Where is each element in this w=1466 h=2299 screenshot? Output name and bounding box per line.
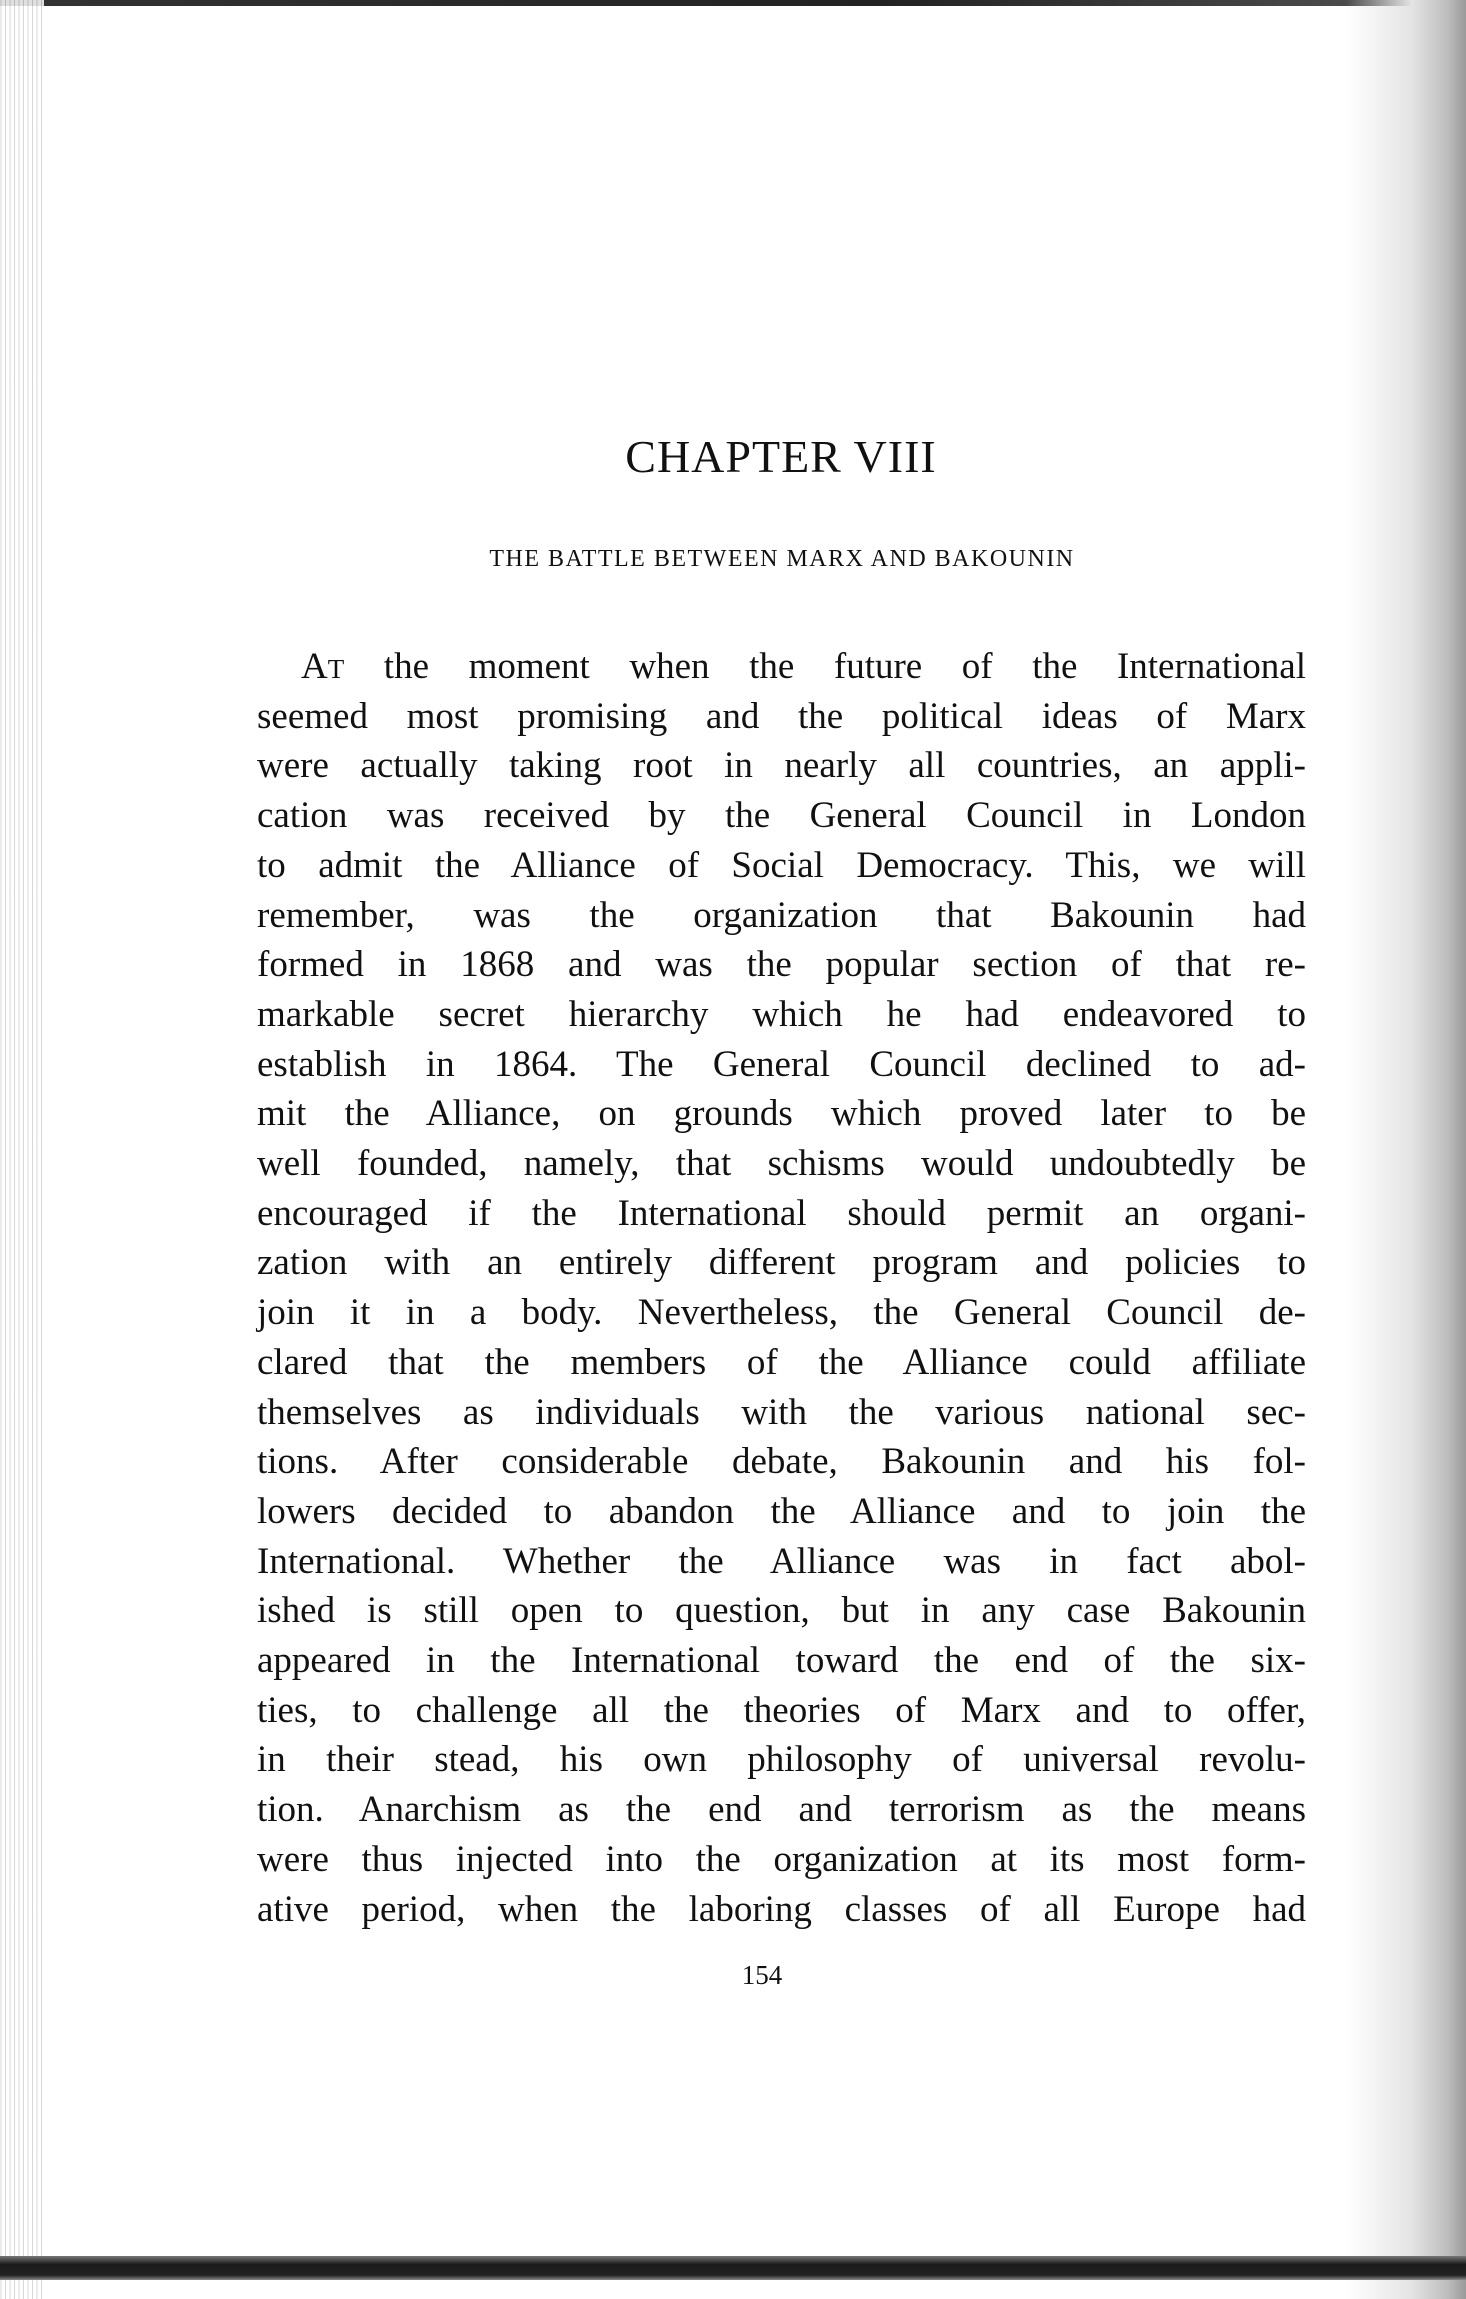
text-line: zation with an entirely different program and policies to bbox=[257, 1242, 1306, 1284]
chapter-title: CHAPTER VIII bbox=[625, 431, 937, 482]
text-line: establish in 1864. The General Council declined to ad- bbox=[257, 1043, 1306, 1085]
text-line: remember, was the organization that Bakounin had bbox=[257, 894, 1306, 936]
text-line: International. Whether the Alliance was in fact abol- bbox=[257, 1540, 1306, 1582]
text-line: ished is still open to question, but in any case Bakounin bbox=[257, 1590, 1306, 1632]
text-line: ties, to challenge all the theories of Marx and to offer, bbox=[257, 1689, 1306, 1731]
text-line: mit the Alliance, on grounds which proved later to be bbox=[257, 1093, 1306, 1135]
text-line bbox=[257, 642, 1306, 692]
text-line: were thus injected into the organization at its most form- bbox=[257, 1838, 1306, 1880]
text-line: in their stead, his own philosophy of universal revolu- bbox=[257, 1739, 1306, 1781]
text-line: formed in 1868 and was the popular section of that re- bbox=[257, 944, 1306, 986]
text-line: encouraged if the International should permit an organi- bbox=[257, 1192, 1306, 1234]
page-number: 154 bbox=[741, 1960, 783, 1990]
text-line: lowers decided to abandon the Alliance and to join the bbox=[257, 1490, 1306, 1532]
text-line: to admit the Alliance of Social Democracy. This, we will bbox=[257, 844, 1306, 886]
scan-page-shadow bbox=[1346, 0, 1466, 2299]
first-line-text: the moment when the future of the International bbox=[344, 646, 1306, 687]
text-line: appeared in the International toward the end of the six- bbox=[257, 1640, 1306, 1681]
chapter-subtitle: THE BATTLE BETWEEN MARX AND BAKOUNIN bbox=[489, 546, 1075, 572]
text-line: were actually taking root in nearly all countries, an appli- bbox=[257, 745, 1306, 787]
scan-top-edge bbox=[0, 0, 1466, 6]
text-line: markable secret hierarchy which he had endeavored to bbox=[257, 993, 1306, 1035]
text-line: themselves as individuals with the various national sec- bbox=[257, 1391, 1306, 1433]
text-line: tions. After considerable debate, Bakounin and his fol- bbox=[257, 1441, 1306, 1483]
opening-small-caps: T bbox=[327, 654, 345, 684]
scan-bottom-edge bbox=[0, 2256, 1466, 2280]
text-line: seemed most promising and the political ideas of Marx bbox=[257, 695, 1306, 737]
text-line: clared that the members of the Alliance could affiliate bbox=[257, 1341, 1306, 1383]
text-line: cation was received by the General Council in London bbox=[257, 795, 1306, 837]
opening-capital: A bbox=[301, 646, 328, 687]
text-line: ative period, when the laboring classes of all Europe had bbox=[257, 1888, 1306, 1930]
text-line: well founded, namely, that schisms would undoubtedly be bbox=[257, 1143, 1306, 1184]
text-line: tion. Anarchism as the end and terrorism as the means bbox=[257, 1789, 1306, 1831]
scan-binding-edge bbox=[0, 0, 44, 2299]
text-line: join it in a body. Nevertheless, the General Council de- bbox=[257, 1292, 1306, 1334]
